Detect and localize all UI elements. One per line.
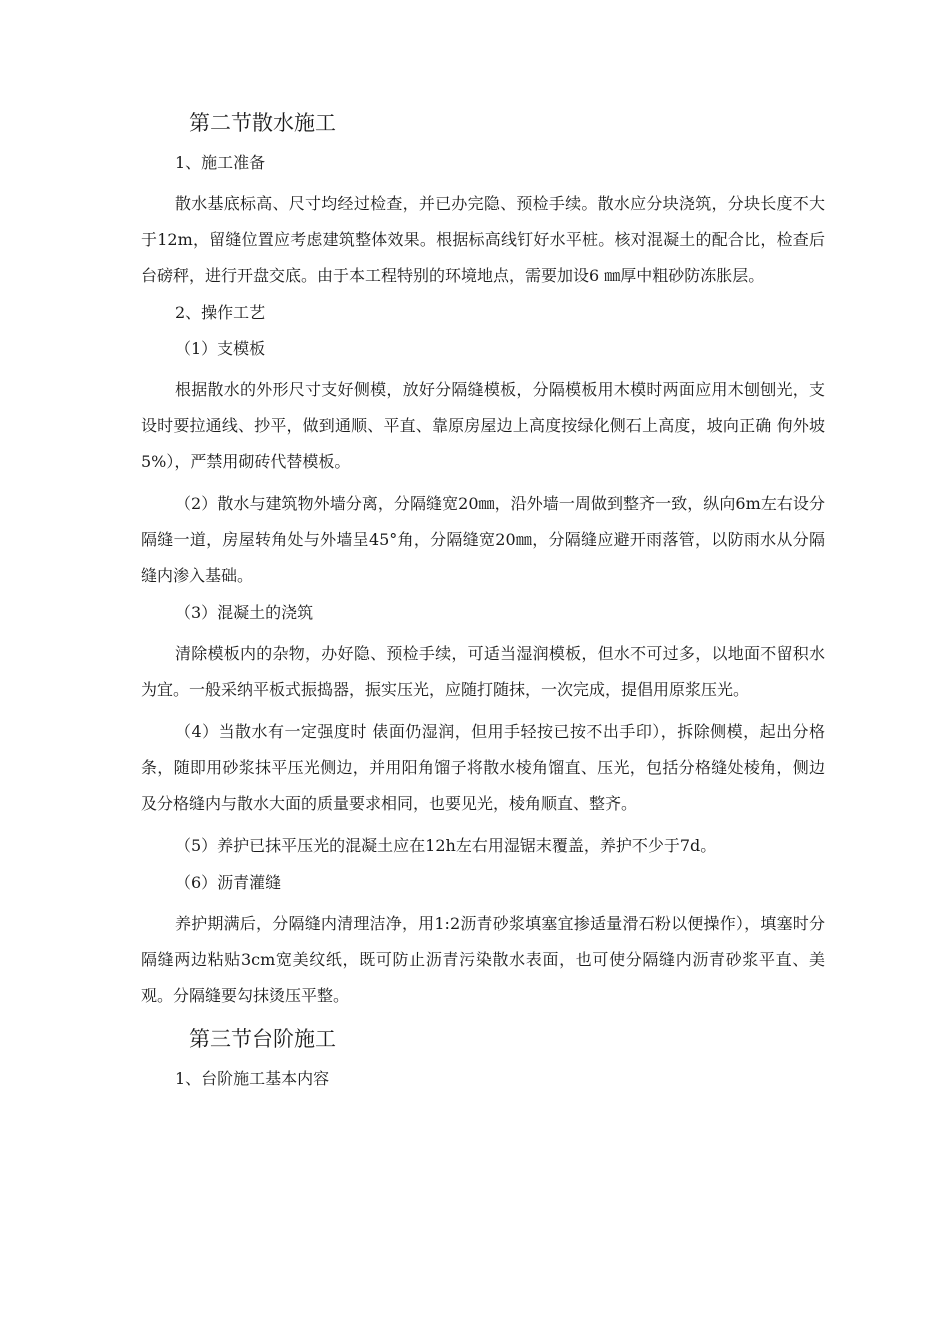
paragraph-preparation: 散水基底标高、尺寸均经过检查，并已办完隐、预检手续。散水应分块浇筑，分块长度不大于12m，留缝位置应考虑建筑整体效果。根据标高线钉好水平桩。核对混凝土的配合比，检查后台磅秤，进行开盘交底。由于本工程特别的环境地点，需要加设6 ㎜厚中粗砂防冻胀层。 — [141, 194, 825, 285]
paragraph-asphalt-joint: 养护期满后，分隔缝内清理洁净，用1:2沥青砂浆填塞宜掺适量滑石粉以便操作），填塞时分隔缝两边粘贴3cm宽美纹纸，既可防止沥青污染散水表面，也可使分隔缝内沥青砂浆平直、美观。分隔缝要勾抹烫压平整。 — [141, 914, 825, 1005]
document-body — [141, 108, 825, 1102]
subheading-formwork: （1）支模板 — [175, 339, 266, 358]
section-title-apron: 第二节散水施工 — [189, 111, 336, 135]
section-title-steps: 第三节台阶施工 — [189, 1027, 336, 1051]
subheading-asphalt-joint: （6）沥青灌缝 — [175, 873, 282, 892]
paragraph-formwork: 根据散水的外形尺寸支好侧模，放好分隔缝模板，分隔模板用木模时两面应用木刨刨光，支设时要拉通线、抄平，做到通顺、平直、靠原房屋边上高度按绿化侧石上高度，坡向正确 佝外坡5%），严禁用砌砖代替模板。 — [141, 380, 825, 471]
paragraph-separation: （2）散水与建筑物外墙分离，分隔缝宽20㎜，沿外墙一周做到整齐一致，纵向6m左右设分隔缝一道，房屋转角处与外墙呈45°角，分隔缝宽20㎜，分隔缝应避开雨落管，以防雨水从分隔缝内渗入基础。 — [141, 494, 825, 585]
subheading-preparation: 1、施工准备 — [175, 153, 266, 172]
subheading-concrete-pouring: （3）混凝土的浇筑 — [175, 603, 314, 622]
subheading-process: 2、操作工艺 — [175, 303, 266, 322]
paragraph-form-removal: （4）当散水有一定强度时 俵面仍湿润，但用手轻按已按不出手印），拆除侧模，起出分格条，随即用砂浆抹平压光侧边，并用阳角馏子将散水棱角馏直、压光，包括分格缝处棱角，侧边及分格缝内与散水大面的质量要求相同，也要见光，棱角顺直、整齐。 — [141, 722, 825, 813]
paragraph-concrete-pouring: 清除模板内的杂物，办好隐、预检手续，可适当湿润模板，但水不可过多，以地面不留积水为宜。一般采纳平板式振捣器，振实压光，应随打随抹，一次完成，提倡用原浆压光。 — [141, 644, 825, 699]
subheading-steps-basics: 1、台阶施工基本内容 — [175, 1069, 330, 1088]
paragraph-curing: （5）养护已抹平压光的混凝土应在12h左右用湿锯末覆盖，养护不少于7d。 — [175, 836, 717, 855]
